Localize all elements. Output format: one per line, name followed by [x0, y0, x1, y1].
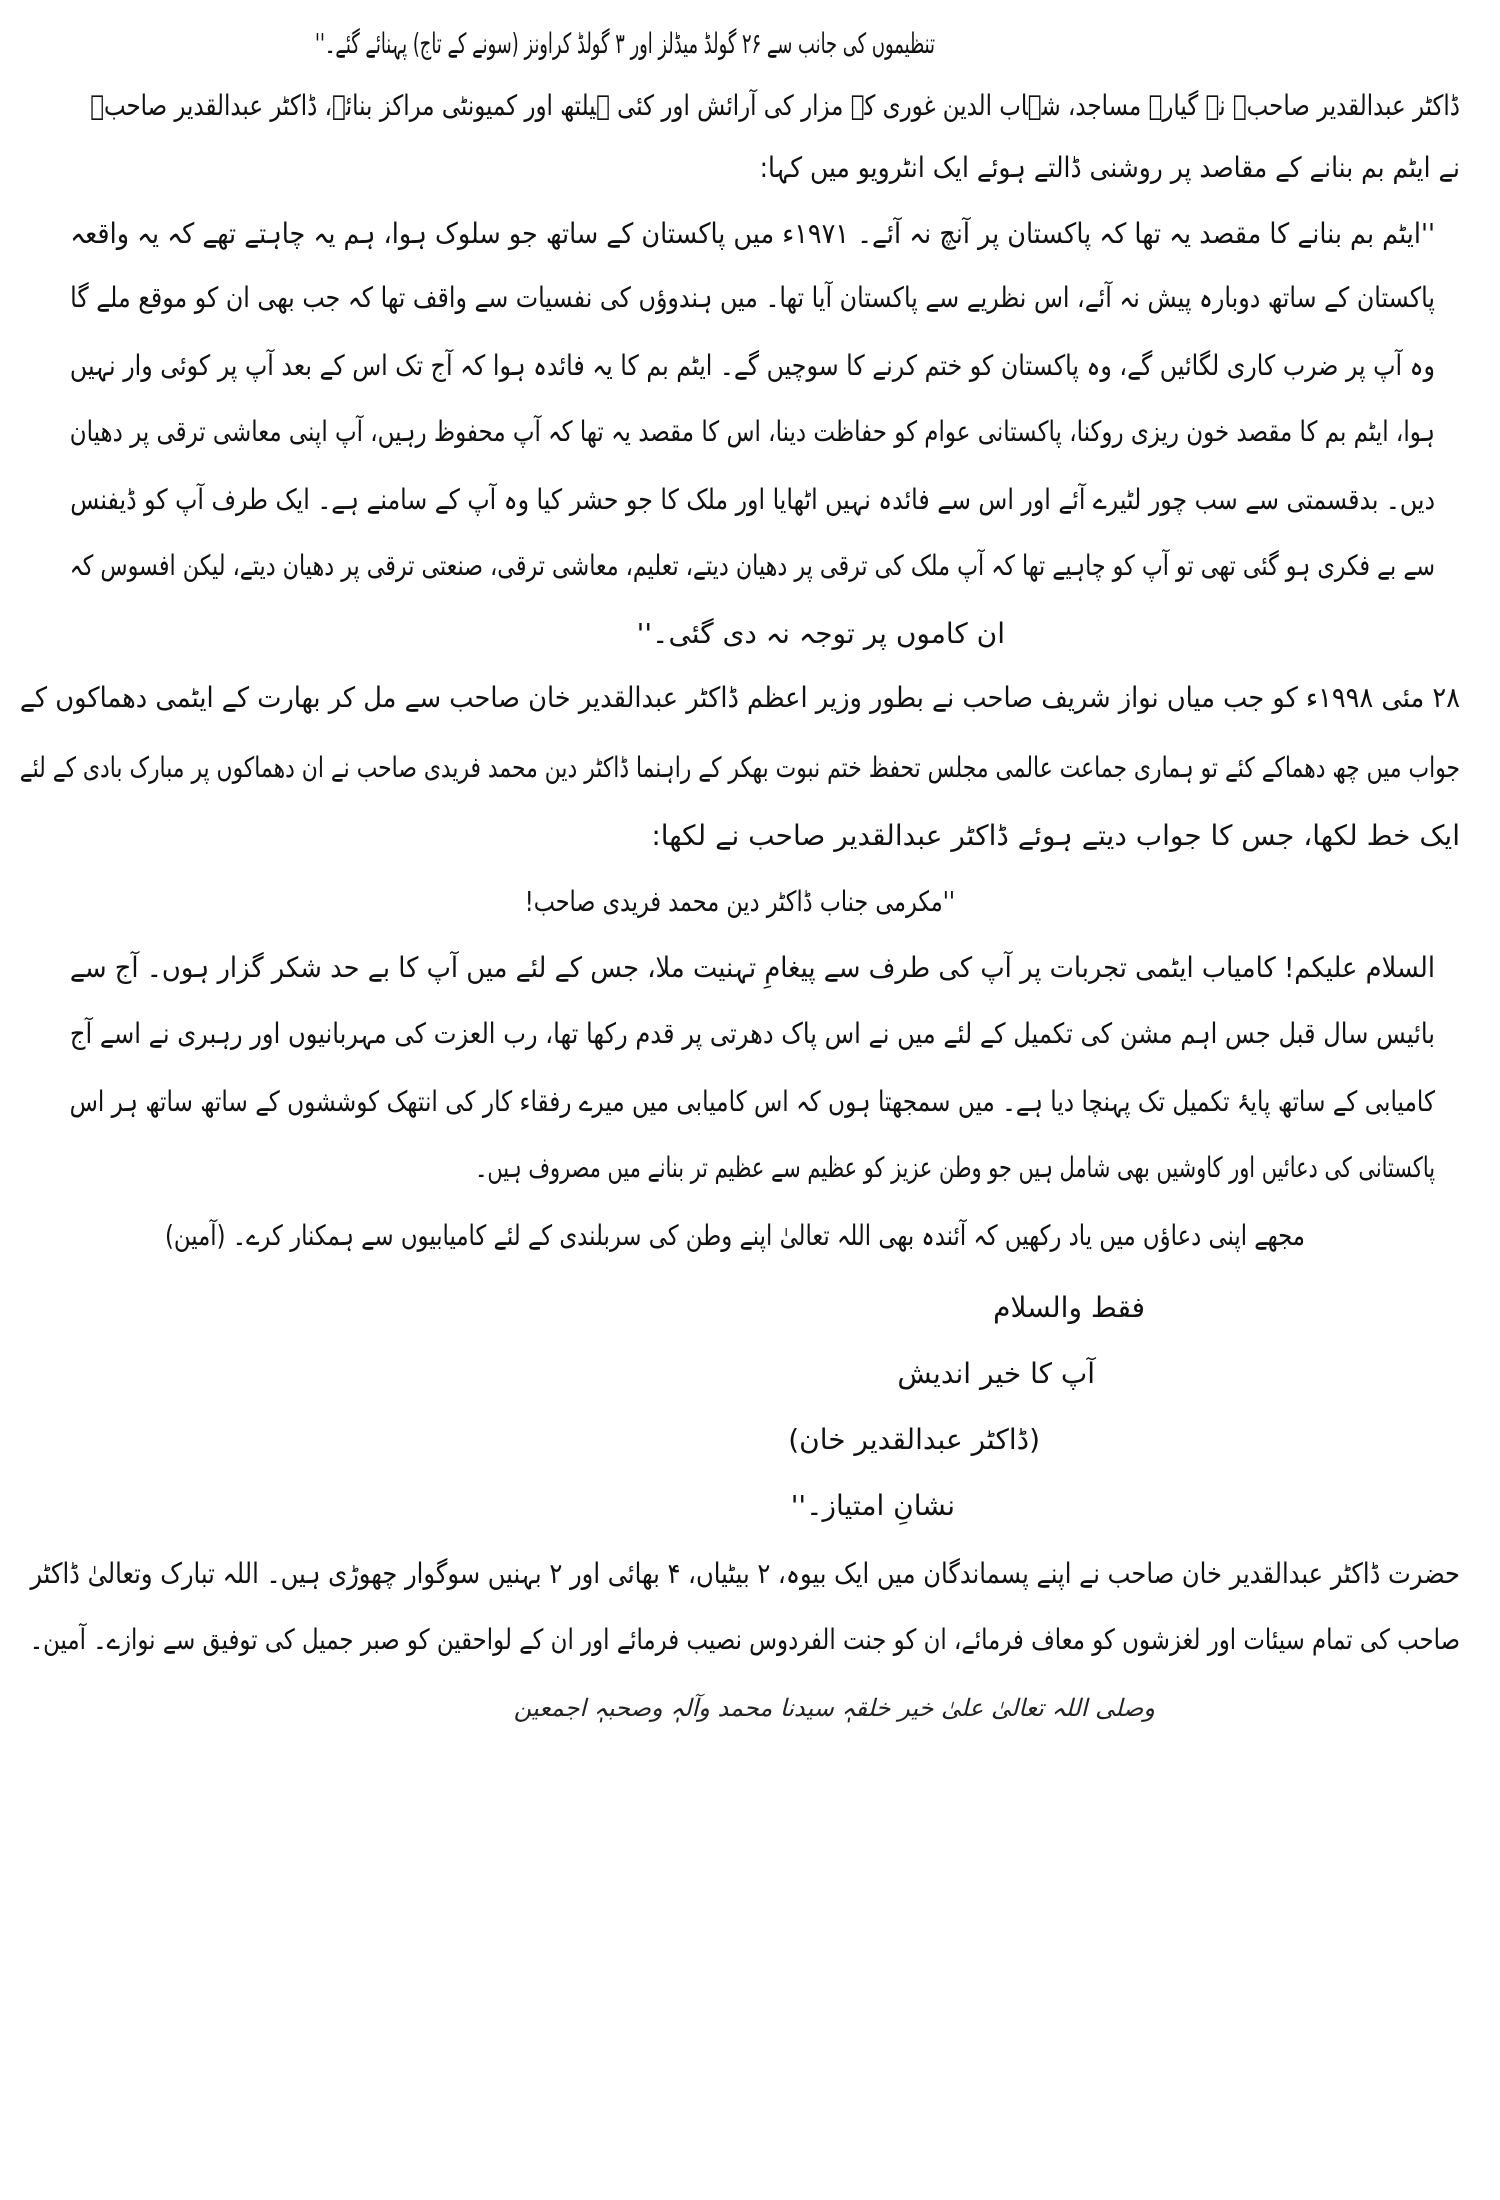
text-line: وصلی اللہ تعالیٰ علیٰ خیر خلقہٖ سیدنا محمد وآلہٖ وصحبہٖ اجمعین	[513, 1694, 1155, 1722]
text-line: ''مکرمی جناب ڈاکٹر دین محمد فریدی صاحب!	[524, 885, 955, 918]
text-line: ان کاموں پر توجہ نہ دی گئی۔''	[636, 617, 1005, 650]
text-line: ''ایٹم بم بنانے کا مقصد یہ تھا کہ پاکستان پر آنچ نہ آئے۔ ۱۹۷۱ء میں پاکستان کے ساتھ جو سلوک ہوا، ہم یہ چاہتے تھے کہ یہ واقعہ	[70, 217, 1435, 250]
text-line: تنظیموں کی جانب سے ۲۶ گولڈ میڈلز اور ۳ گولڈ کراونز (سونے کے تاج) پہنائے گئے۔''	[315, 27, 935, 60]
text-line: وہ آپ پر ضرب کاری لگائیں گے، وہ پاکستان کو ختم کرنے کا سوچیں گے۔ ایٹم بم کا یہ فائدہ ہوا کہ آج تک اس کے بعد آپ پر کوئی وار نہیں	[69, 349, 1435, 382]
text-line: (ڈاکٹر عبدالقدیر خان)	[788, 1423, 1040, 1456]
text-line: صاحب کی تمام سیئات اور لغزشوں کو معاف فرمائے، ان کو جنت الفردوس نصیب فرمائے اور ان کے لواحقین کو صبر جمیل کی توفیق سے نوازے۔ آمین۔	[29, 1623, 1460, 1656]
text-line: نشانِ امتیاز۔''	[790, 1489, 955, 1522]
text-line: فقط والسلام	[993, 1291, 1145, 1324]
text-line: نے ایٹم بم بنانے کے مقاصد پر روشنی ڈالتے ہوئے ایک انٹرویو میں کہا:	[759, 151, 1460, 184]
text-line: کامیابی کے ساتھ پایۂ تکمیل تک پہنچا دیا ہے۔ میں سمجھتا ہوں کہ اس کامیابی میں میرے رفقاء کار کی انتھک کوششوں کے ساتھ ساتھ ہر اس	[69, 1085, 1436, 1118]
text-line: سے بے فکری ہو گئی تھی تو آپ کو چاہیے تھا کہ آپ ملک کی ترقی پر دھیان دیتے، تعلیم، معاشی ترقی، صنعتی ترقی پر دھیان دیتے، لیکن افسوس کہ	[69, 549, 1436, 582]
text-line: پاکستانی کی دعائیں اور کاوشیں بھی شامل ہیں جو وطن عزیز کو عظیم سے عظیم تر بنانے میں مصروف ہیں۔	[475, 1151, 1435, 1184]
text-line: ۲۸ مئی ۱۹۹۸ء کو جب میاں نواز شریف صاحب نے بطور وزیر اعظم ڈاکٹر عبدالقدیر خان صاحب سے مل کر بھارت کے ایٹمی دھماکوں کے	[19, 681, 1460, 714]
text-line: السلام علیکم! کامیاب ایٹمی تجربات پر آپ کی طرف سے پیغامِ تہنیت ملا، جس کے لئے میں آپ کا بے حد شکر گزار ہوں۔ آج سے	[69, 951, 1435, 984]
text-line: حضرت ڈاکٹر عبدالقدیر خان صاحب نے اپنے پسماندگان میں ایک بیوہ، ۲ بیٹیاں، ۴ بھائی اور ۲ بہنیں سوگوار چھوڑی ہیں۔ اللہ تبارک وتعالیٰ ڈاکٹر	[30, 1557, 1460, 1590]
text-line: ہوا، ایٹم بم کا مقصد خون ریزی روکنا، پاکستانی عوام کو حفاظت دینا، اس کا مقصد یہ تھا کہ آپ محفوظ رہیں، آپ اپنی معاشی ترقی پر دھیان	[69, 415, 1436, 448]
text-line: مجھے اپنی دعاؤں میں یاد رکھیں کہ آئندہ بھی اللہ تعالیٰ اپنے وطن کی سربلندی کے لئے کامیابیوں سے ہمکنار کرے۔ (آمین)	[165, 1219, 1305, 1252]
text-line: جواب میں چھ دھماکے کئے تو ہماری جماعت عالمی مجلس تحفظ ختم نبوت بھکر کے راہنما ڈاکٹر دین محمد فریدی صاحب نے ان دھماکوں پر مبارک بادی کے لئے	[19, 751, 1460, 784]
text-line: ایک خط لکھا، جس کا جواب دیتے ہوئے ڈاکٹر عبدالقدیر صاحب نے لکھا:	[651, 819, 1460, 852]
text-line: آپ کا خیر اندیش	[897, 1357, 1095, 1390]
text-line: بائیس سال قبل جس اہم مشن کی تکمیل کے لئے میں نے اس پاک دھرتی پر قدم رکھا تھا، رب العزت کی مہربانیوں اور رہبری نے اسے آج	[69, 1017, 1435, 1050]
text-line: پاکستان کے ساتھ دوبارہ پیش نہ آئے، اس نظریے سے پاکستان آیا تھا۔ میں ہندوؤں کی نفسیات سے واقف تھا کہ جب بھی ان کو موقع ملے گا	[70, 281, 1435, 314]
text-line: دیں۔ بدقسمتی سے سب چور لٹیرے آئے اور اس سے فائدہ نہیں اٹھایا اور ملک کا جو حشر کیا وہ آپ کے سامنے ہے۔ ایک طرف آپ کو ڈیفنس	[70, 483, 1435, 516]
text-line: ڈاکٹر عبدالقدیر صاحبؒ نے گیارہ مساجد، شہاب الدین غوری کے مزار کی آرائش اور کئی ہیلتھ اور کمیونٹی مراکز بنائے، ڈاکٹر عبدالقدیر صاحبؒ	[90, 89, 1461, 122]
